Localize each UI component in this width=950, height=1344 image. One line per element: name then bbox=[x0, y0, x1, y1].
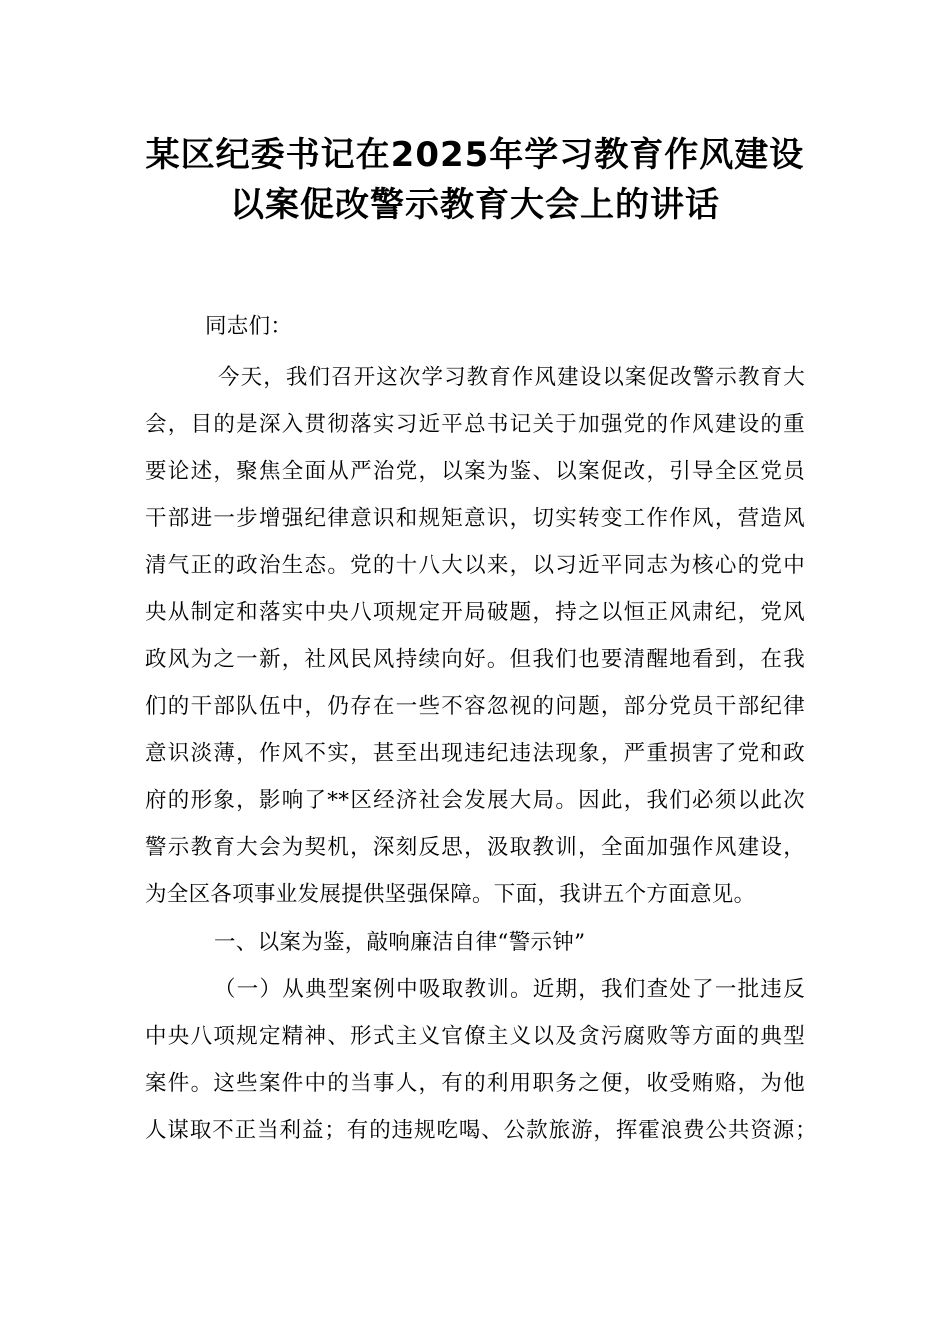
paragraph-line: 清气正的政治生态。党的十八大以来，以习近平同志为核心的党中 bbox=[145, 553, 805, 578]
paragraph-line: 府的形象，影响了**区经济社会发展大局。因此，我们必须以此次 bbox=[145, 788, 805, 813]
salutation: 同志们： bbox=[205, 314, 293, 339]
paragraph-line: 会，目的是深入贯彻落实习近平总书记关于加强党的作风建设的重 bbox=[145, 412, 805, 437]
paragraph-line: 今天，我们召开这次学习教育作风建设以案促改警示教育大 bbox=[218, 365, 805, 390]
document-title-line-1: 某区纪委书记在2025年学习教育作风建设 bbox=[145, 135, 805, 175]
paragraph-line: 要论述，聚焦全面从严治党，以案为鉴、以案促改，引导全区党员 bbox=[145, 459, 805, 484]
paragraph-line: 们的干部队伍中，仍存在一些不容忽视的问题，部分党员干部纪律 bbox=[145, 694, 805, 719]
paragraph-line: 干部进一步增强纪律意识和规矩意识，切实转变工作作风，营造风 bbox=[145, 506, 805, 531]
paragraph-line: （一）从典型案例中吸取教训。近期，我们查处了一批违反 bbox=[214, 977, 805, 1002]
paragraph-line: 政风为之一新，社风民风持续向好。但我们也要清醒地看到，在我 bbox=[145, 647, 805, 672]
paragraph-line: 意识淡薄，作风不实，甚至出现违纪违法现象，严重损害了党和政 bbox=[145, 741, 805, 766]
paragraph-line: 人谋取不正当利益；有的违规吃喝、公款旅游，挥霍浪费公共资源； bbox=[145, 1118, 817, 1143]
paragraph-line-last: 为全区各项事业发展提供坚强保障。下面，我讲五个方面意见。 bbox=[145, 882, 756, 907]
paragraph-line: 中央八项规定精神、形式主义官僚主义以及贪污腐败等方面的典型 bbox=[145, 1024, 805, 1049]
paragraph-line: 警示教育大会为契机，深刻反思，汲取教训，全面加强作风建设， bbox=[145, 835, 805, 860]
section-heading: 一、以案为鉴，敲响廉洁自律“警示钟” bbox=[214, 930, 586, 955]
paragraph-line: 案件。这些案件中的当事人，有的利用职务之便，收受贿赂，为他 bbox=[145, 1071, 805, 1096]
document-title-line-2: 以案促改警示教育大会上的讲话 bbox=[230, 185, 720, 225]
paragraph-line: 央从制定和落实中央八项规定开局破题，持之以恒正风肃纪，党风 bbox=[145, 600, 805, 625]
